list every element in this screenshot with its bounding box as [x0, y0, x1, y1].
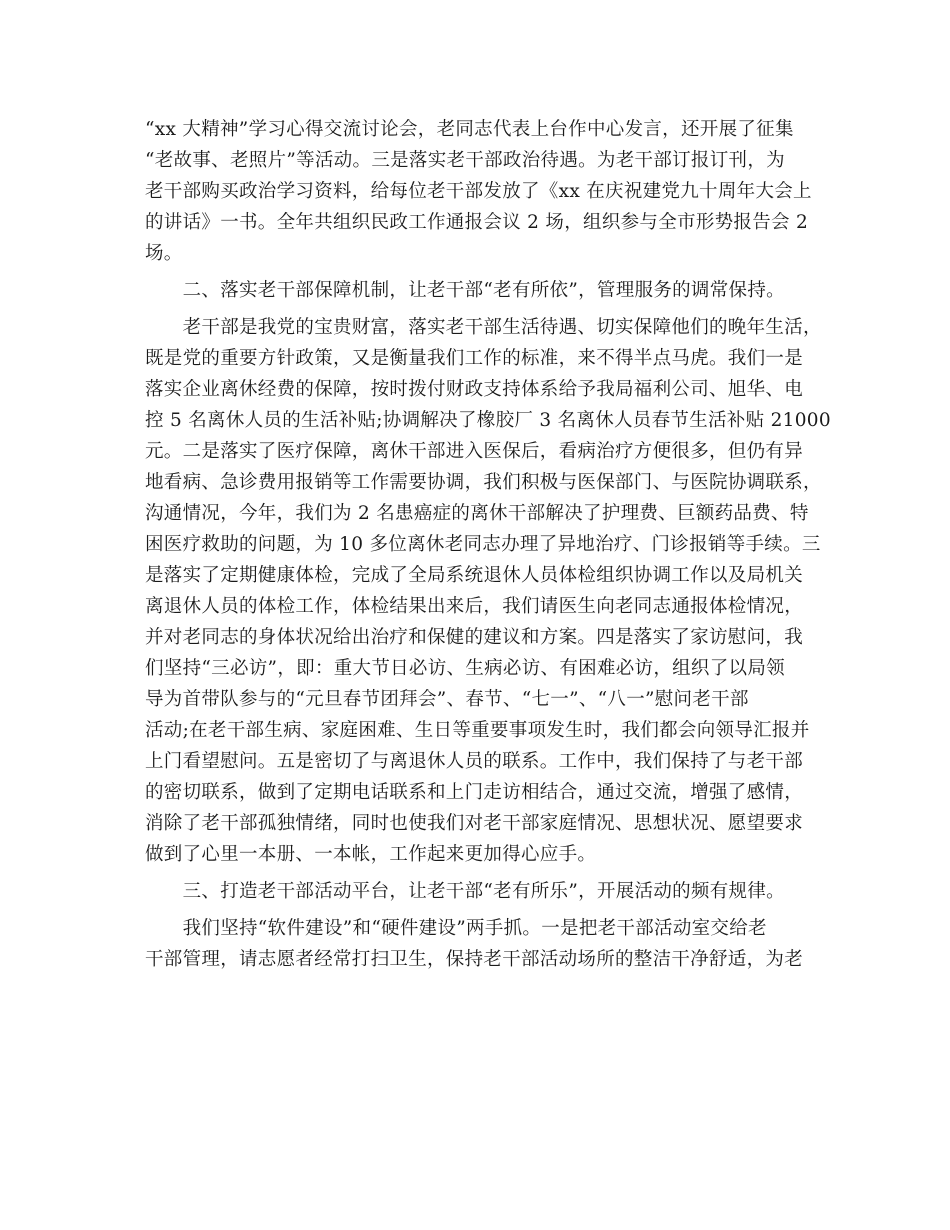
text-line: 沟通情况，今年，我们为 2 名患癌症的离休干部解决了护理费、巨额药品费、特 [145, 503, 809, 524]
text-line: 二、落实老干部保障机制，让老干部“老有所依”，管理服务的调常保持。 [145, 280, 785, 301]
text-line: 离退休人员的体检工作，体检结果出来后，我们请医生向老同志通报体检情况， [145, 596, 804, 617]
text-line: 既是党的重要方针政策，又是衡量我们工作的标准，来不得半点马虎。我们一是 [145, 348, 804, 369]
text-line: 老干部是我党的宝贵财富，落实老干部生活待遇、切实保障他们的晚年生活， [145, 317, 822, 338]
text-line: 老干部购买政治学习资料，给每位老干部发放了《xx 在庆祝建党九十周年大会上 [145, 181, 812, 202]
text-line: 三、打造老干部活动平台，让老干部“老有所乐”，开展活动的频有规律。 [145, 881, 785, 902]
text-line: 我们坚持“软件建设”和“硬件建设”两手抓。一是把老干部活动室交给老 [145, 918, 767, 939]
paragraph [145, 312, 831, 870]
text-line: 元。二是落实了医疗保障，离休干部进入医保后，看病治疗方便很多，但仍有异 [145, 441, 804, 462]
text-line: 落实企业离休经费的保障，按时拨付财政支持体系给予我局福利公司、旭华、电 [145, 379, 804, 400]
text-line: “xx 大精神”学习心得交流讨论会，老同志代表上台作中心发言，还开展了征集 [145, 119, 794, 140]
text-line: 干部管理，请志愿者经常打扫卫生，保持老干部活动场所的整洁干净舒适，为老 [145, 949, 804, 970]
text-line: “老故事、老照片”等活动。三是落实老干部政治待遇。为老干部订报订刊，为 [145, 150, 785, 171]
text-line: 上门看望慰问。五是密切了与离退休人员的联系。工作中，我们保持了与老干部 [145, 751, 804, 772]
text-line: 地看病、急诊费用报销等工作需要协调，我们积极与医保部门、与医院协调联系， [145, 472, 822, 493]
text-line: 控 5 名离休人员的生活补贴;协调解决了橡胶厂 3 名离休人员春节生活补贴 21000 [145, 410, 831, 431]
text-line: 场。 [145, 243, 183, 264]
text-line: 的密切联系，做到了定期电话联系和上门走访相结合，通过交流，增强了感情， [145, 782, 804, 803]
text-line: 们坚持“三必访”，即：重大节日必访、生病必访、有困难必访，组织了以局领 [145, 658, 785, 679]
paragraph [145, 275, 805, 306]
text-line: 是落实了定期健康体检，完成了全局系统退休人员体检组织协调工作以及局机关 [145, 565, 804, 586]
paragraph [145, 913, 805, 975]
document-body [145, 114, 831, 975]
text-line: 并对老同志的身体状况给出治疗和保健的建议和方案。四是落实了家访慰问，我 [145, 627, 804, 648]
text-line: 做到了心里一本册、一本帐，工作起来更加得心应手。 [145, 844, 597, 865]
text-line: 困医疗救助的问题，为 10 多位离休老同志办理了异地治疗、门诊报销等手续。三 [145, 534, 821, 555]
text-line: 活动;在老干部生病、家庭困难、生日等重要事项发生时，我们都会向领导汇报并 [145, 720, 810, 741]
paragraph [145, 114, 812, 269]
text-line: 消除了老干部孤独情绪，同时也使我们对老干部家庭情况、思想状况、愿望要求 [145, 813, 804, 834]
text-line: 导为首带队参与的“元旦春节团拜会”、春节、“七一”、“八一”慰问老干部 [145, 689, 749, 710]
paragraph [145, 876, 805, 907]
text-line: 的讲话》一书。全年共组织民政工作通报会议 2 场，组织参与全市形势报告会 2 [145, 212, 809, 233]
